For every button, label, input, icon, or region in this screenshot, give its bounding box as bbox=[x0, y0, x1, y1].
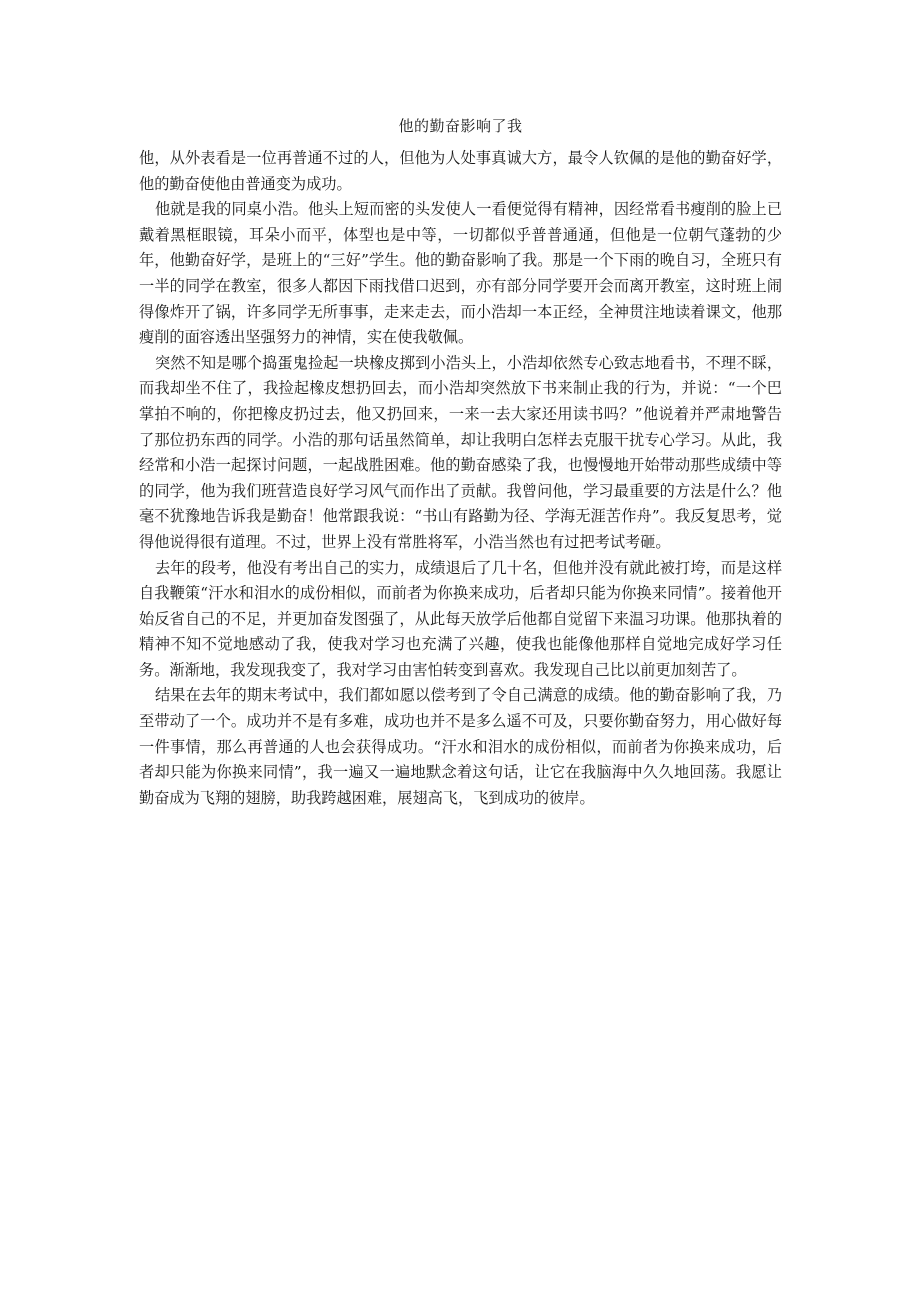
paragraph-5: 结果在去年的期末考试中，我们都如愿以偿考到了令自己满意的成绩。他的勤奋影响了我，乃至带动了一个。成功并不是有多难，成功也并不是多么遥不可及，只要你勤奋努力，用心做好每一件事情，那么再普通的人也会获得成功。“汗水和泪水的成份相似，而前者为你换来成功，后者却只能为你换来同情”，我一遍又一遍地默念着这句话，让它在我脑海中久久地回荡。我愿让勤奋成为飞翔的翅膀，助我跨越困难，展翅高飞，飞到成功的彼岸。 bbox=[139, 686, 782, 807]
document-page bbox=[139, 112, 782, 811]
document-title: 他的勤奋影响了我 bbox=[398, 117, 523, 135]
paragraph-1: 他，从外表看是一位再普通不过的人，但他为人处事真诚大方，最令人钦佩的是他的勤奋好学，他的勤奋使他由普通变为成功。 bbox=[139, 149, 782, 193]
paragraph-3: 突然不知是哪个捣蛋鬼捡起一块橡皮掷到小浩头上，小浩却依然专心致志地看书，不理不睬，而我却坐不住了，我捡起橡皮想扔回去，而小浩却突然放下书来制止我的行为，并说：“一个巴掌拍不响的，你把橡皮扔过去，他又扔回来，一来一去大家还用读书吗？”他说着并严肃地警告了那位扔东西的同学。小浩的那句话虽然简单，却让我明白怎样去克服干扰专心学习。从此，我经常和小浩一起探讨问题，一起战胜困难。他的勤奋感染了我，也慢慢地开始带动那些成绩中等的同学，他为我们班营造良好学习风气而作出了贡献。我曾问他，学习最重要的方法是什么？他毫不犹豫地告诉我是勤奋！他常跟我说：“书山有路勤为径、学海无涯苦作舟”。我反复思考，觉得他说得很有道理。不过，世界上没有常胜将军，小浩当然也有过把考试考砸。 bbox=[139, 353, 782, 551]
paragraph-2: 他就是我的同桌小浩。他头上短而密的头发使人一看便觉得有精神，因经常看书瘦削的脸上已戴着黑框眼镜，耳朵小而平，体型也是中等，一切都似乎普普通通，但他是一位朝气蓬勃的少年，他勤奋好学，是班上的“三好”学生。他的勤奋影响了我。那是一个下雨的晚自习，全班只有一半的同学在教室，很多人都因下雨找借口迟到，亦有部分同学要开会而离开教室，这时班上闹得像炸开了锅，许多同学无所事事，走来走去，而小浩却一本正经，全神贯注地读着课文，他那瘦削的面容透出坚强努力的神情，实在使我敬佩。 bbox=[139, 200, 782, 347]
paragraph-4: 去年的段考，他没有考出自己的实力，成绩退后了几十名，但他并没有就此被打垮，而是这样自我鞭策“汗水和泪水的成份相似，而前者为你换来成功，后者却只能为你换来同情”。接着他开始反省自己的不足，并更加奋发图强了，从此每天放学后他都自觉留下来温习功课。他那执着的精神不知不觉地感动了我，使我对学习也充满了兴趣，使我也能像他那样自觉地完成好学习任务。渐渐地，我发现我变了，我对学习由害怕转变到喜欢。我发现自己比以前更加刻苦了。 bbox=[139, 558, 782, 679]
